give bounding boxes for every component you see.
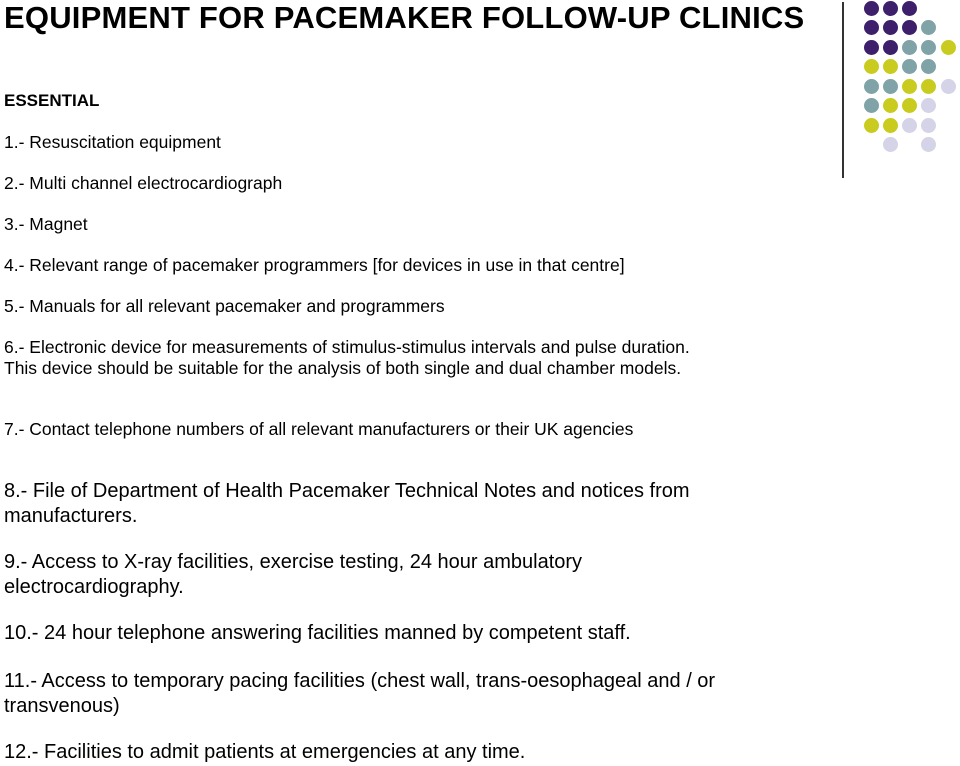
- decorative-dot: [921, 20, 936, 35]
- list-item: 10.- 24 hour telephone answering facilities manned by competent staff.: [4, 622, 631, 644]
- decorative-dot: [864, 79, 879, 94]
- list-item: 2.- Multi channel electrocardiograph: [4, 173, 283, 193]
- decorative-dot: [902, 98, 917, 113]
- decorative-dot: [883, 79, 898, 94]
- decorative-dot: [921, 118, 936, 133]
- decorative-dot: [941, 40, 956, 55]
- list-item: 5.- Manuals for all relevant pacemaker and programmers: [4, 296, 445, 316]
- decorative-dot: [902, 20, 917, 35]
- decorative-dot: [902, 118, 917, 133]
- list-item: 11.- Access to temporary pacing facilities (chest wall, trans-oesophageal and / or transvenous): [4, 670, 716, 717]
- decorative-dot: [864, 40, 879, 55]
- decorative-dot: [902, 79, 917, 94]
- divider-line: [842, 2, 844, 178]
- decorative-dot: [864, 98, 879, 113]
- decorative-dot: [883, 137, 898, 152]
- list-item: 6.- Electronic device for measurements of stimulus-stimulus intervals and pulse duration. This device should be suitable for the analysis of both single and dual chamber models.: [4, 337, 690, 378]
- decorative-dot: [883, 20, 898, 35]
- decorative-dot: [921, 137, 936, 152]
- list-item: 3.- Magnet: [4, 214, 88, 234]
- page-title: EQUIPMENT FOR PACEMAKER FOLLOW-UP CLINICS: [4, 0, 805, 35]
- list-item: 1.- Resuscitation equipment: [4, 132, 221, 152]
- decorative-dot: [921, 59, 936, 74]
- decorative-dot: [883, 59, 898, 74]
- decorative-dot: [921, 79, 936, 94]
- decorative-dot: [902, 40, 917, 55]
- decorative-dot: [864, 118, 879, 133]
- list-item: 4.- Relevant range of pacemaker programmers [for devices in use in that centre]: [4, 255, 625, 275]
- decorative-dot: [883, 118, 898, 133]
- decorative-dot: [941, 79, 956, 94]
- list-item: 12.- Facilities to admit patients at emergencies at any time.: [4, 741, 526, 763]
- list-item: 8.- File of Department of Health Pacemaker Technical Notes and notices from manufacturers.: [4, 480, 690, 527]
- decorative-dot: [864, 1, 879, 16]
- decorative-dot: [921, 98, 936, 113]
- list-item: 9.- Access to X-ray facilities, exercise testing, 24 hour ambulatory electrocardiography.: [4, 551, 583, 598]
- decorative-dot: [883, 1, 898, 16]
- decorative-dot: [902, 1, 917, 16]
- list-item: 7.- Contact telephone numbers of all relevant manufacturers or their UK agencies: [4, 419, 634, 439]
- decorative-dot: [902, 59, 917, 74]
- decorative-dot: [864, 59, 879, 74]
- decorative-dot: [883, 98, 898, 113]
- decorative-dot: [864, 20, 879, 35]
- decorative-dot: [921, 40, 936, 55]
- section-heading: ESSENTIAL: [4, 91, 100, 110]
- decorative-dot: [883, 40, 898, 55]
